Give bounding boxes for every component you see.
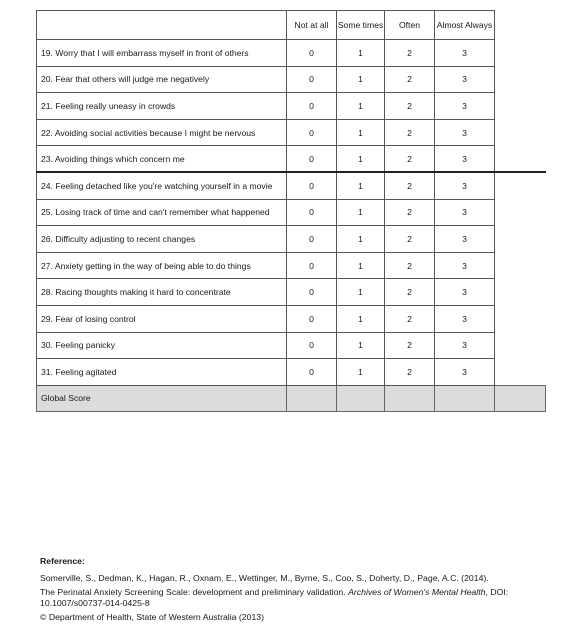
table-row: [37, 199, 546, 226]
global-score-cell-some-times[interactable]: [337, 385, 385, 411]
question-text: 28. Racing thoughts making it hard to concentrate: [37, 279, 287, 306]
header-not-at-all: Not at all: [287, 11, 337, 40]
row-empty-cell: [495, 119, 546, 146]
table-row: [37, 226, 546, 253]
global-score-label: Global Score: [37, 385, 287, 411]
score-option-not-at-all[interactable]: 0: [287, 252, 337, 279]
reference-heading: Reference:: [40, 556, 85, 566]
reference-citation: [40, 587, 520, 609]
score-option-not-at-all[interactable]: 0: [287, 172, 337, 199]
score-option-almost-always[interactable]: 3: [435, 279, 495, 306]
score-option-some-times[interactable]: 1: [337, 226, 385, 253]
table-row: [37, 66, 546, 93]
global-score-row: [37, 385, 546, 411]
question-text: 19. Worry that I will embarrass myself in front of others: [37, 40, 287, 67]
score-option-often[interactable]: 2: [385, 279, 435, 306]
score-option-not-at-all[interactable]: 0: [287, 332, 337, 359]
score-option-almost-always[interactable]: 3: [435, 93, 495, 120]
question-text: 31. Feeling agitated: [37, 359, 287, 386]
score-option-almost-always[interactable]: 3: [435, 226, 495, 253]
score-option-not-at-all[interactable]: 0: [287, 199, 337, 226]
header-almost-always: Almost Always: [435, 11, 495, 40]
score-option-often[interactable]: 2: [385, 66, 435, 93]
table-row: [37, 40, 546, 67]
score-option-often[interactable]: 2: [385, 93, 435, 120]
score-option-almost-always[interactable]: 3: [435, 199, 495, 226]
reference-journal: Archives of Women's Mental Health: [348, 587, 486, 597]
header-often: Often: [385, 11, 435, 40]
row-empty-cell: [495, 252, 546, 279]
row-empty-cell: [495, 172, 546, 199]
question-text: 27. Anxiety getting in the way of being able to do things: [37, 252, 287, 279]
score-option-often[interactable]: 2: [385, 226, 435, 253]
score-option-some-times[interactable]: 1: [337, 40, 385, 67]
score-option-not-at-all[interactable]: 0: [287, 119, 337, 146]
global-score-cell-often[interactable]: [385, 385, 435, 411]
question-text: 25. Losing track of time and can't remember what happened: [37, 199, 287, 226]
table-row: [37, 146, 546, 173]
score-option-not-at-all[interactable]: 0: [287, 226, 337, 253]
score-option-almost-always[interactable]: 3: [435, 146, 495, 173]
score-option-some-times[interactable]: 1: [337, 199, 385, 226]
score-option-some-times[interactable]: 1: [337, 332, 385, 359]
global-score-cell-not-at-all[interactable]: [287, 385, 337, 411]
score-option-often[interactable]: 2: [385, 146, 435, 173]
score-option-some-times[interactable]: 1: [337, 119, 385, 146]
question-text: 21. Feeling really uneasy in crowds: [37, 93, 287, 120]
table-row: [37, 305, 546, 332]
table-row: [37, 279, 546, 306]
question-text: 26. Difficulty adjusting to recent changes: [37, 226, 287, 253]
score-option-often[interactable]: 2: [385, 40, 435, 67]
global-score-total-cell[interactable]: [495, 385, 546, 411]
row-empty-cell: [495, 40, 546, 67]
score-option-often[interactable]: 2: [385, 332, 435, 359]
question-rows: [37, 40, 546, 386]
row-empty-cell: [495, 226, 546, 253]
score-option-often[interactable]: 2: [385, 172, 435, 199]
question-text: 29. Fear of losing control: [37, 305, 287, 332]
score-option-some-times[interactable]: 1: [337, 359, 385, 386]
score-option-often[interactable]: 2: [385, 199, 435, 226]
row-empty-cell: [495, 305, 546, 332]
score-option-often[interactable]: 2: [385, 305, 435, 332]
score-option-almost-always[interactable]: 3: [435, 172, 495, 199]
score-option-often[interactable]: 2: [385, 252, 435, 279]
score-option-some-times[interactable]: 1: [337, 66, 385, 93]
score-option-not-at-all[interactable]: 0: [287, 146, 337, 173]
reference-section: [40, 556, 520, 626]
questionnaire-table: [36, 10, 546, 412]
table-row: [37, 172, 546, 199]
question-text: 30. Feeling panicky: [37, 332, 287, 359]
reference-authors: Somerville, S., Dedman, K., Hagan, R., Oxnam, E., Wettinger, M., Byrne, S., Coo, S., Doherty, D., Page, A.C. (2014).: [40, 573, 489, 583]
score-option-some-times[interactable]: 1: [337, 172, 385, 199]
global-score-cell-almost-always[interactable]: [435, 385, 495, 411]
score-option-almost-always[interactable]: 3: [435, 359, 495, 386]
score-option-some-times[interactable]: 1: [337, 305, 385, 332]
table-row: [37, 119, 546, 146]
reference-article-title: The Perinatal Anxiety Screening Scale: development and preliminary validation.: [40, 587, 349, 597]
row-empty-cell: [495, 359, 546, 386]
question-text: 20. Fear that others will judge me negatively: [37, 66, 287, 93]
row-empty-cell: [495, 279, 546, 306]
score-option-almost-always[interactable]: 3: [435, 305, 495, 332]
question-text: 23. Avoiding things which concern me: [37, 146, 287, 173]
score-option-almost-always[interactable]: 3: [435, 252, 495, 279]
score-option-some-times[interactable]: 1: [337, 252, 385, 279]
score-option-almost-always[interactable]: 3: [435, 40, 495, 67]
question-text: 24. Feeling detached like you're watching yourself in a movie: [37, 172, 287, 199]
score-option-almost-always[interactable]: 3: [435, 119, 495, 146]
row-empty-cell: [495, 332, 546, 359]
score-option-not-at-all[interactable]: 0: [287, 279, 337, 306]
header-some-times: Some times: [337, 11, 385, 40]
score-option-not-at-all[interactable]: 0: [287, 359, 337, 386]
row-empty-cell: [495, 93, 546, 120]
score-option-almost-always[interactable]: 3: [435, 66, 495, 93]
score-option-often[interactable]: 2: [385, 359, 435, 386]
score-option-often[interactable]: 2: [385, 119, 435, 146]
questionnaire-form: [36, 10, 545, 412]
score-option-not-at-all[interactable]: 0: [287, 66, 337, 93]
table-row: [37, 359, 546, 386]
question-column-header: [37, 11, 287, 40]
row-empty-cell: [495, 199, 546, 226]
table-row: [37, 93, 546, 120]
score-option-not-at-all[interactable]: 0: [287, 40, 337, 67]
header-row: [37, 11, 546, 40]
score-option-not-at-all[interactable]: 0: [287, 305, 337, 332]
header-empty-cell: [495, 11, 546, 40]
reference-copyright: © Department of Health, State of Western Australia (2013): [40, 612, 265, 622]
score-option-almost-always[interactable]: 3: [435, 332, 495, 359]
row-empty-cell: [495, 66, 546, 93]
row-empty-cell: [495, 146, 546, 173]
table-row: [37, 332, 546, 359]
score-option-some-times[interactable]: 1: [337, 279, 385, 306]
score-option-not-at-all[interactable]: 0: [287, 93, 337, 120]
score-option-some-times[interactable]: 1: [337, 146, 385, 173]
score-option-some-times[interactable]: 1: [337, 93, 385, 120]
reference-doi: , DOI: 10.1007/s00737-014-0425-8: [40, 587, 509, 608]
table-row: [37, 252, 546, 279]
question-text: 22. Avoiding social activities because I might be nervous: [37, 119, 287, 146]
